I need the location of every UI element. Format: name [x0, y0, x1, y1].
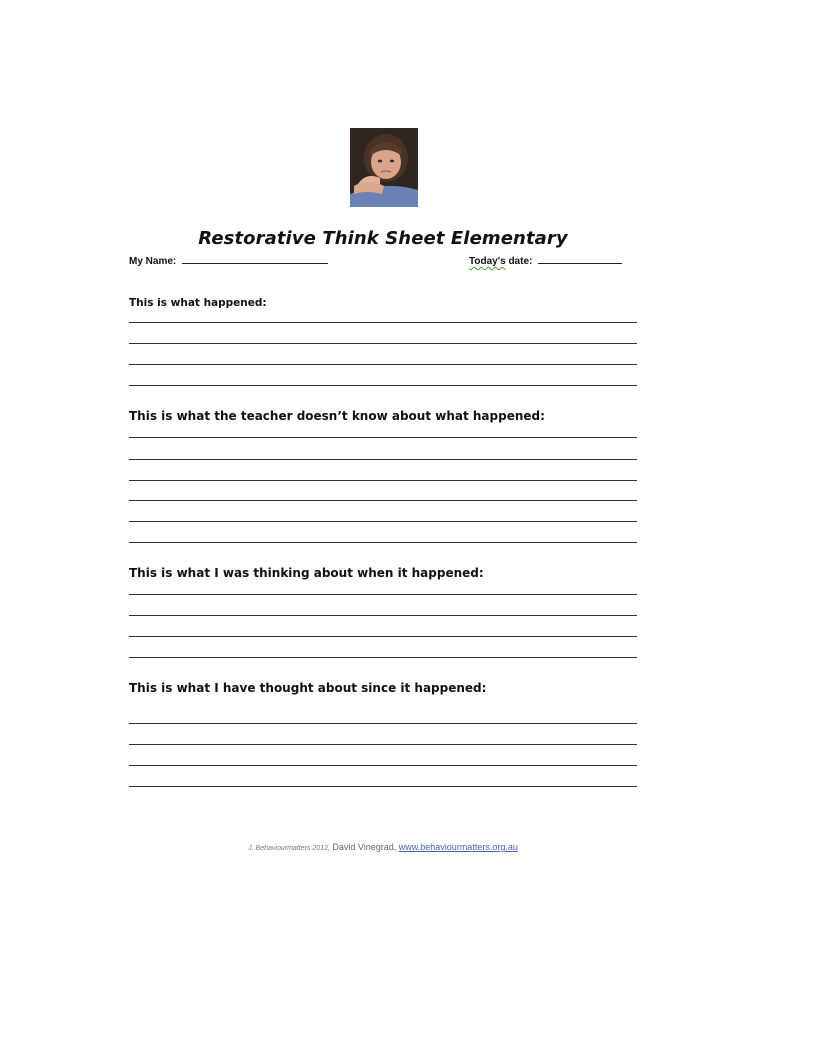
writing-line[interactable]: [129, 786, 637, 787]
section-heading-thought-since: This is what I have thought about since it happened:: [129, 681, 487, 695]
name-field[interactable]: [129, 255, 328, 267]
name-blank[interactable]: [182, 255, 328, 264]
writing-line[interactable]: [129, 343, 637, 344]
footer-copyright: J. Behaviourmatters 2012,: [248, 845, 330, 852]
date-label-date: date:: [508, 256, 533, 267]
writing-line[interactable]: [129, 657, 637, 658]
section-heading-what-happened: This is what happened:: [129, 297, 267, 309]
writing-line[interactable]: [129, 459, 637, 460]
writing-line[interactable]: [129, 480, 637, 481]
footer-link[interactable]: www.behaviourmatters.org.au: [398, 842, 518, 852]
footer: [0, 842, 766, 852]
writing-line[interactable]: [129, 636, 637, 637]
footer-author: David Vinegrad,: [332, 842, 397, 852]
name-label: My Name:: [129, 256, 177, 267]
writing-line[interactable]: [129, 364, 637, 365]
worksheet-title: Restorative Think Sheet Elementary: [198, 228, 568, 249]
writing-line[interactable]: [129, 594, 637, 595]
writing-line[interactable]: [129, 521, 637, 522]
writing-line[interactable]: [129, 765, 637, 766]
writing-line[interactable]: [129, 723, 637, 724]
writing-line[interactable]: [129, 322, 637, 323]
writing-line[interactable]: [129, 615, 637, 616]
student-photo: [350, 128, 418, 207]
writing-line[interactable]: [129, 385, 637, 386]
writing-line[interactable]: [129, 437, 637, 438]
section-heading-thinking-when: This is what I was thinking about when it happened:: [129, 566, 484, 580]
section-heading-teacher-doesnt-know: This is what the teacher doesn’t know about what happened:: [129, 409, 545, 423]
date-field[interactable]: [469, 255, 622, 267]
writing-line[interactable]: [129, 500, 637, 501]
writing-line[interactable]: [129, 542, 637, 543]
date-label-todays: Today's: [469, 256, 506, 267]
writing-line[interactable]: [129, 744, 637, 745]
girl-thinking-image: [350, 128, 418, 207]
date-blank[interactable]: [538, 255, 622, 264]
